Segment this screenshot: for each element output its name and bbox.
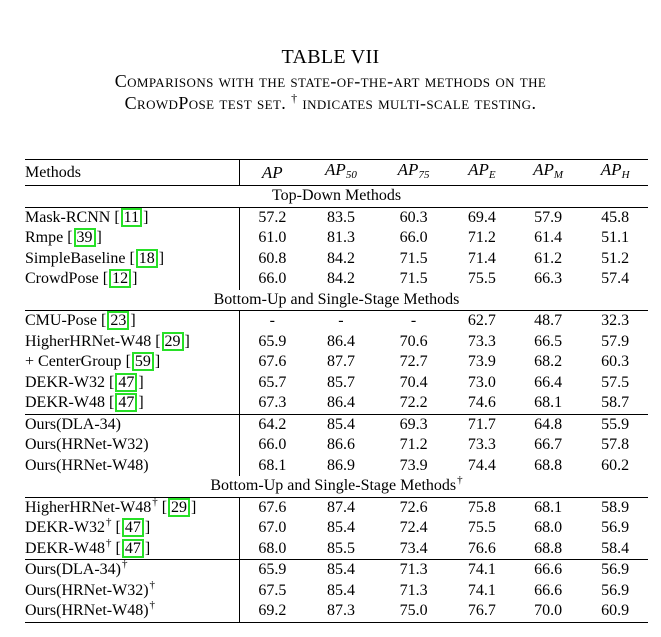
method-name: HigherHRNet-W48: [25, 332, 156, 350]
value-cell: -: [338, 312, 344, 330]
value-cell: 60.8: [258, 249, 287, 267]
value-cell: 85.4: [326, 581, 355, 599]
value-cell: 87.4: [326, 498, 355, 516]
value-cell: 81.3: [326, 229, 355, 247]
value-cell: 85.4: [305, 560, 378, 581]
value-cell: 73.9: [399, 456, 428, 474]
value-cell: -: [269, 312, 275, 330]
section-title: Bottom-Up and Single-Stage Methods†: [25, 476, 648, 497]
value-cell: 65.9: [240, 560, 305, 581]
value-cell: 66.4: [534, 373, 563, 391]
table-row: [25, 373, 648, 394]
citation-link[interactable]: 47: [115, 373, 137, 392]
value-cell: 74.6: [467, 394, 496, 412]
table-row: [25, 207, 648, 228]
value-cell: 58.9: [601, 498, 630, 516]
table-row: [25, 601, 648, 622]
value-cell: 76.6: [467, 539, 496, 557]
value-cell: 57.9: [534, 208, 563, 226]
value-cell: 68.1: [534, 498, 563, 516]
method-name-cell: CMU-Pose [ 23 ]: [25, 311, 240, 332]
value-cell: 61.2: [534, 249, 563, 267]
value-cell: 65.7: [258, 373, 287, 391]
value-cell: 57.5: [601, 373, 630, 391]
value-cell: 57.8: [601, 436, 630, 454]
value-cell: 86.9: [326, 456, 355, 474]
citation-link[interactable]: 12: [109, 269, 131, 288]
value-cell: 73.4: [399, 539, 428, 557]
value-cell: 86.6: [326, 436, 355, 454]
citation-link[interactable]: 47: [122, 518, 144, 537]
value-cell: 68.0: [258, 539, 287, 557]
value-cell: 51.2: [601, 249, 630, 267]
value-cell: 69.2: [240, 601, 305, 622]
table-row: [25, 311, 648, 332]
comparison-table: [25, 159, 648, 623]
value-cell: 62.7: [467, 312, 496, 330]
value-cell: 68.0: [534, 519, 563, 537]
value-cell: 71.7: [450, 414, 514, 435]
value-cell: 84.2: [326, 270, 355, 288]
header-ap: AP: [240, 160, 305, 186]
value-cell: 60.3: [601, 353, 630, 371]
citation-link[interactable]: 47: [122, 539, 144, 558]
value-cell: 69.4: [467, 208, 496, 226]
method-name-cell: [25, 578, 240, 602]
table-row: [25, 352, 648, 373]
value-cell: 83.5: [326, 208, 355, 226]
method-name: Ours(DLA-34): [25, 561, 121, 579]
value-cell: 73.3: [467, 436, 496, 454]
value-cell: 72.2: [399, 394, 428, 412]
value-cell: 73.9: [467, 353, 496, 371]
value-cell: 68.8: [534, 539, 563, 557]
value-cell: 66.7: [534, 436, 563, 454]
table-row: [25, 435, 648, 456]
value-cell: 85.4: [326, 519, 355, 537]
method-name: Ours(HRNet-W48): [25, 602, 149, 620]
method-name-cell: HigherHRNet-W48† [ 29 ]: [25, 497, 240, 518]
method-name-cell: [25, 414, 240, 435]
dagger-symbol: †: [105, 536, 112, 549]
section-title: Bottom-Up and Single-Stage Methods: [25, 290, 648, 311]
table-row: [25, 332, 648, 353]
method-name: Rmpe: [25, 229, 68, 247]
method-name: SimpleBaseline: [25, 249, 130, 267]
method-name-cell: CrowdPose [ 12 ]: [25, 269, 240, 290]
dagger-symbol: †: [152, 495, 158, 508]
value-cell: -: [410, 312, 417, 330]
method-name-cell: DEKR-W32† [ 47 ]: [25, 518, 240, 539]
method-name-cell: DEKR-W48 [ 47 ]: [25, 393, 240, 414]
method-name: DEKR-W48: [25, 539, 105, 557]
header-apm: $AP_M$: [514, 160, 582, 186]
method-name: Ours(HRNet-W48): [25, 456, 149, 474]
value-cell: 85.7: [326, 373, 355, 391]
value-cell: 72.4: [399, 519, 428, 537]
value-cell: 60.2: [601, 456, 630, 474]
method-name: HigherHRNet-W48: [25, 498, 152, 516]
value-cell: 68.1: [534, 394, 563, 412]
method-name: DEKR-W32: [25, 519, 105, 537]
value-cell: 66.6: [534, 581, 563, 599]
citation-link[interactable]: 29: [162, 332, 184, 351]
value-cell: 73.3: [467, 332, 496, 350]
dagger-symbol: †: [149, 578, 156, 591]
value-cell: 70.4: [399, 373, 428, 391]
value-cell: 66.0: [399, 229, 428, 247]
value-cell: 66.3: [534, 270, 563, 288]
method-name: DEKR-W48: [25, 394, 109, 412]
value-cell: 74.4: [467, 456, 496, 474]
value-cell: 74.1: [467, 581, 496, 599]
method-name: Ours(HRNet-W32): [25, 581, 149, 599]
value-cell: 85.5: [326, 539, 355, 557]
value-cell: 68.2: [534, 353, 563, 371]
dagger-symbol: †: [105, 516, 112, 529]
value-cell: 67.6: [258, 353, 287, 371]
value-cell: 68.1: [258, 456, 287, 474]
value-cell: 65.9: [258, 332, 287, 350]
value-cell: 67.6: [258, 498, 287, 516]
dagger-symbol: †: [291, 91, 298, 105]
value-cell: 60.9: [582, 601, 648, 622]
table-caption: [0, 44, 661, 114]
table-row: [25, 393, 648, 414]
value-cell: 58.7: [601, 394, 630, 412]
value-cell: 87.7: [326, 353, 355, 371]
header-aph: $AP_H$: [582, 160, 648, 186]
dagger-symbol: †: [149, 599, 156, 612]
value-cell: 76.7: [450, 601, 514, 622]
header-ap50: $AP_{50}$: [305, 160, 378, 186]
value-cell: 69.3: [377, 414, 450, 435]
value-cell: 71.4: [467, 249, 496, 267]
value-cell: 84.2: [326, 249, 355, 267]
citation-link[interactable]: 23: [107, 311, 129, 330]
value-cell: 85.4: [305, 414, 378, 435]
header-ap75: $AP_{75}$: [377, 160, 450, 186]
value-cell: 61.4: [534, 229, 563, 247]
value-cell: 56.9: [601, 519, 630, 537]
method-name-cell: DEKR-W32 [ 47 ]: [25, 373, 240, 394]
value-cell: 64.2: [240, 414, 305, 435]
value-cell: 67.5: [258, 581, 287, 599]
value-cell: 74.1: [450, 560, 514, 581]
value-cell: 71.2: [467, 229, 496, 247]
citation-link[interactable]: 59: [132, 352, 154, 371]
method-name-cell: SimpleBaseline [ 18 ]: [25, 249, 240, 270]
method-name-cell: [25, 435, 240, 456]
value-cell: 67.0: [258, 519, 287, 537]
citation-link[interactable]: 39: [74, 228, 96, 247]
table-body: [25, 186, 648, 623]
value-cell: 75.0: [377, 601, 450, 622]
value-cell: 70.6: [399, 332, 428, 350]
dagger-symbol: †: [457, 474, 463, 487]
value-cell: 75.5: [467, 270, 496, 288]
method-name-cell: Mask-RCNN [ 11 ]: [25, 207, 240, 228]
method-name: CrowdPose: [25, 270, 103, 288]
citation-link[interactable]: 47: [115, 393, 137, 412]
value-cell: 60.3: [399, 208, 428, 226]
citation-link[interactable]: 11: [121, 208, 142, 227]
method-name-cell: [25, 560, 240, 581]
section-header-row: [25, 476, 648, 497]
value-cell: 66.0: [258, 270, 287, 288]
table-row: [25, 518, 648, 539]
value-cell: 56.9: [601, 581, 630, 599]
value-cell: 66.5: [534, 332, 563, 350]
citation-link[interactable]: 29: [168, 498, 190, 517]
method-name-cell: DEKR-W48† [ 47 ]: [25, 539, 240, 560]
section-header-row: [25, 186, 648, 208]
caption-line-1: Comparisons with the state-of-the-art methods on the: [114, 71, 547, 91]
citation-link[interactable]: 18: [136, 249, 158, 268]
value-cell: 66.6: [514, 560, 582, 581]
value-cell: 72.6: [399, 498, 428, 516]
value-cell: 61.0: [258, 229, 287, 247]
value-cell: 32.3: [601, 312, 630, 330]
value-cell: 72.7: [399, 353, 428, 371]
header-ape: $AP_E$: [450, 160, 514, 186]
method-name: DEKR-W32: [25, 373, 109, 391]
section-header-row: [25, 290, 648, 311]
table-row: [25, 539, 648, 560]
value-cell: 55.9: [582, 414, 648, 435]
value-cell: 73.0: [467, 373, 496, 391]
value-cell: 57.9: [601, 332, 630, 350]
value-cell: 71.3: [377, 560, 450, 581]
table-title: TABLE VII: [281, 46, 380, 68]
table-row: [25, 228, 648, 249]
table-row: [25, 249, 648, 270]
section-title: Top-Down Methods: [25, 186, 648, 208]
value-cell: 45.8: [601, 208, 630, 226]
table-row: [25, 497, 648, 518]
value-cell: 87.3: [305, 601, 378, 622]
dagger-symbol: †: [121, 558, 128, 571]
table-row: [25, 581, 648, 602]
header-methods: Methods: [25, 160, 240, 186]
method-name-cell: Rmpe [ 39 ]: [25, 228, 240, 249]
value-cell: 86.4: [326, 332, 355, 350]
value-cell: 71.5: [399, 249, 428, 267]
table-row: [25, 560, 648, 581]
value-cell: 71.3: [399, 581, 428, 599]
value-cell: 66.0: [258, 436, 287, 454]
method-name-cell: HigherHRNet-W48 [ 29 ]: [25, 332, 240, 353]
value-cell: 71.2: [399, 436, 428, 454]
method-name: + CenterGroup: [25, 353, 126, 371]
value-cell: 64.8: [514, 414, 582, 435]
value-cell: 57.2: [258, 208, 287, 226]
value-cell: 67.3: [258, 394, 287, 412]
method-name: Ours(DLA-34): [25, 415, 121, 433]
value-cell: 56.9: [582, 560, 648, 581]
value-cell: 58.4: [601, 539, 630, 557]
value-cell: 70.0: [514, 601, 582, 622]
caption-line-2-start: CrowdPose test set.: [124, 93, 287, 113]
value-cell: 71.5: [399, 270, 428, 288]
table-row: [25, 269, 648, 290]
value-cell: 75.8: [467, 498, 496, 516]
value-cell: 68.8: [534, 456, 563, 474]
table-row: [25, 456, 648, 477]
method-name: Ours(HRNet-W32): [25, 436, 149, 454]
caption-line-2-end: indicates multi-scale testing.: [302, 93, 537, 113]
method-name-cell: + CenterGroup [ 59 ]: [25, 352, 240, 373]
value-cell: 75.5: [467, 519, 496, 537]
value-cell: 51.1: [601, 229, 630, 247]
method-name: CMU-Pose: [25, 312, 102, 330]
value-cell: 86.4: [326, 394, 355, 412]
value-cell: 48.7: [534, 312, 563, 330]
value-cell: 57.4: [601, 270, 630, 288]
table-row: [25, 414, 648, 435]
method-name-cell: [25, 456, 240, 477]
header-row: [25, 160, 648, 186]
method-name-cell: [25, 601, 240, 622]
method-name: Mask-RCNN: [25, 208, 115, 226]
caption-line-2: [0, 92, 661, 114]
